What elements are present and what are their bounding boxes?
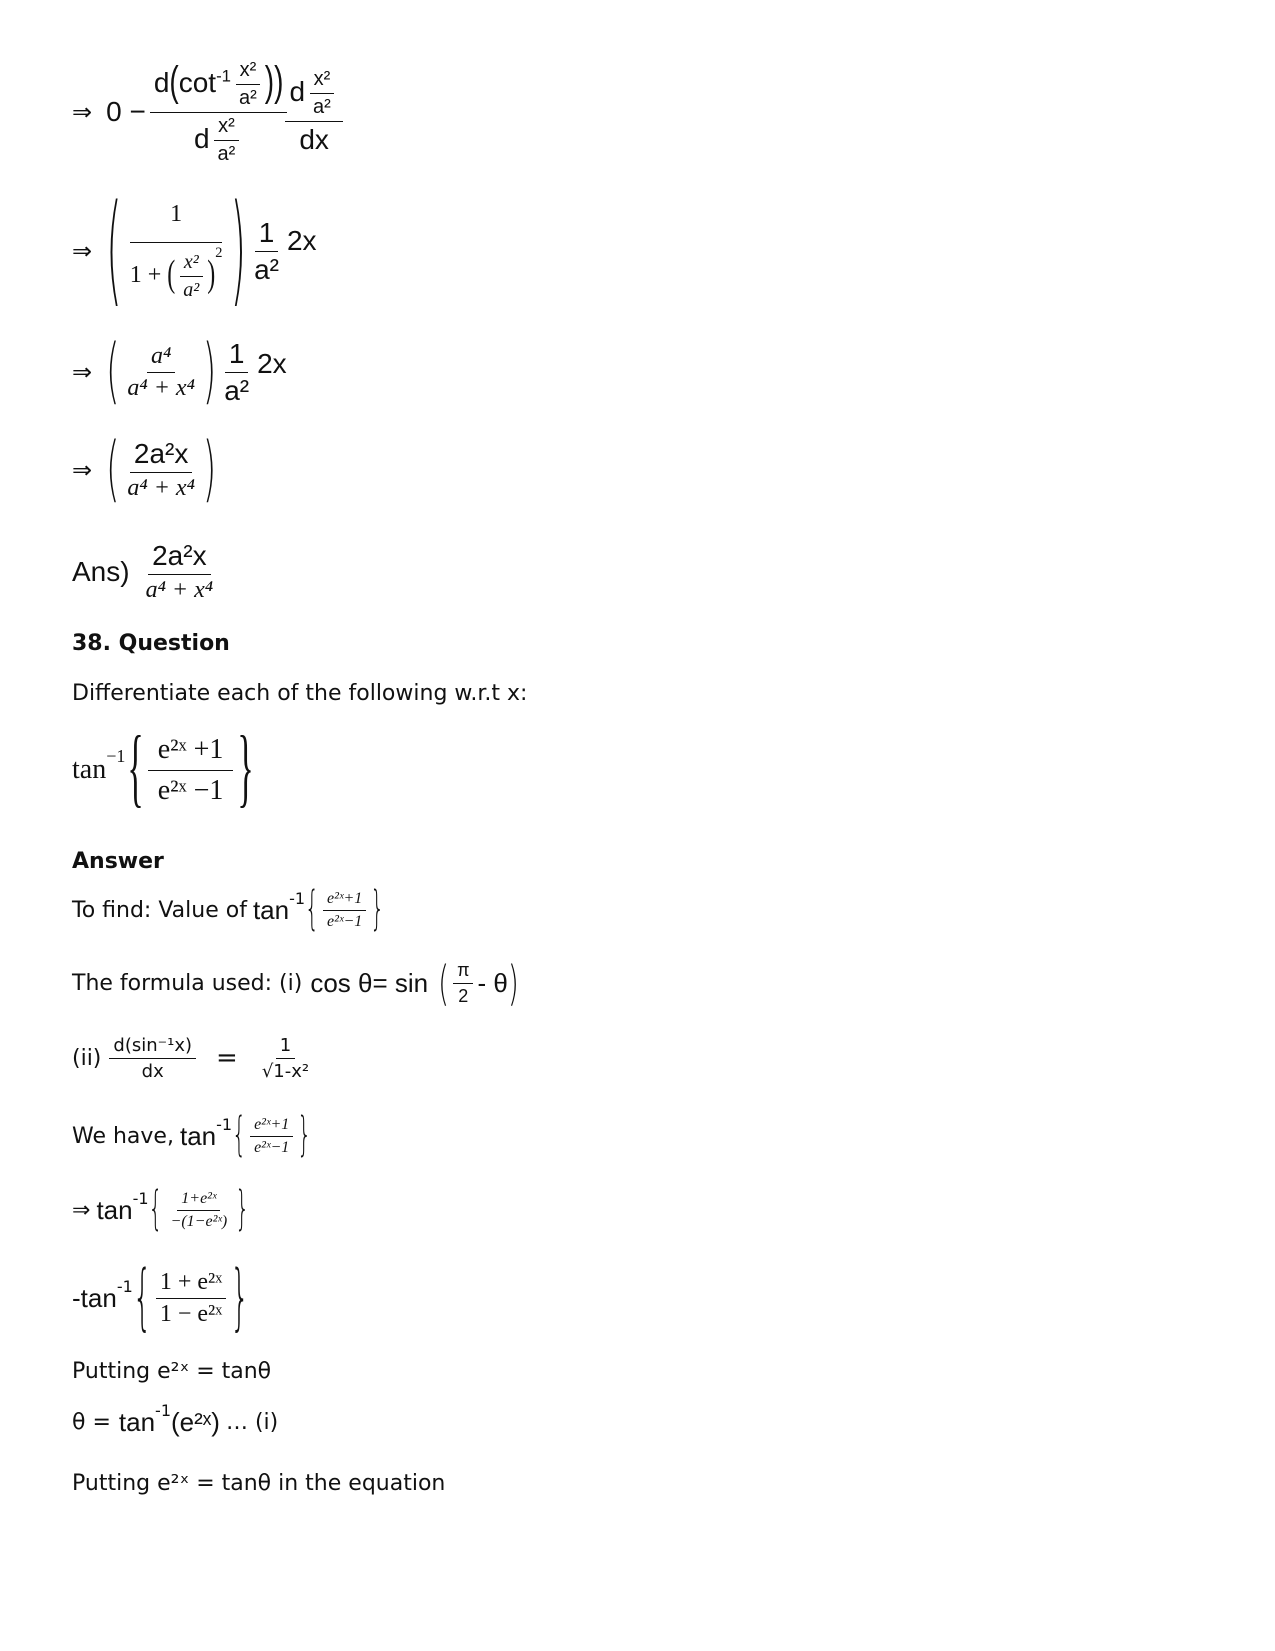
step-2: ⇒ ( 1 1 + ( $\frac{\text{x²}}{\text{a²}}$ )$^2$ ) $\frac{1}{\text{a²}}$ 2x [72,182,317,320]
implies-arrow: ⇒ [72,358,93,386]
implies-arrow: ⇒ [72,98,93,126]
big-fraction: 1 1 + ( $\frac{\text{x²}}{\text{a²}}$ )$^2$ [129,200,223,301]
ans-label: Ans) [72,556,130,587]
derivative-fraction [150,59,288,166]
theta-line: θ = tan $^{-1}$ (e²ˣ) … (i) [72,1400,279,1437]
tail-term: 2x [286,225,317,256]
question-prompt: Differentiate each of the following w.r.t x: [72,680,528,706]
answer-fraction: $\frac{\text{2a²x}}{\text{a⁴ + x⁴}}$ [145,540,214,603]
fraction-numerator: $d(\cot^{-1}$ $\frac{\text{x²}}{\text{a²}}$ )) [150,59,288,113]
formula-line-1: The formula used: (i) cos θ= sin ( $\frac{\pi}{2}$ - θ ) [72,954,519,1012]
answer-heading: Answer [72,848,164,874]
putting-line-2: Putting e²ˣ = tanθ in the equation [72,1470,446,1496]
coefficient: $\frac{1}{\text{a²}}$ [224,337,250,406]
putting-line-1: Putting e²ˣ = tanθ [72,1358,272,1384]
answer-line [72,532,221,612]
tail-term: 2x [257,348,287,379]
implies-arrow: ⇒ [72,237,93,265]
step-1 [72,52,347,172]
step-a-line: ⇒ tan $^{-1}$ { $\frac{\text{1+e²ˣ}}{\text{−(1−e²ˣ)}}$ } [72,1183,250,1237]
step-4: ⇒ ( $\frac{\text{2a²x}}{\text{a⁴ + x⁴}}$ ) [72,428,217,512]
fraction-denominator: d $\frac{\text{x²}}{\text{a²}}$ [190,113,247,166]
lead-term: 0 − [106,96,146,127]
coefficient: $\frac{1}{\text{a²}}$ [254,216,279,285]
fraction: $\frac{\text{2a²x}}{\text{a⁴ + x⁴}}$ [127,438,195,501]
fraction: $\frac{\text{a⁴}}{\text{a⁴ + x⁴}}$ [127,342,195,401]
to-find-line: To find: Value of tan $^{-1}$ { $\frac{\text{e²ˣ+1}}{\text{e²ˣ−1}}$ } [72,883,385,937]
implies-arrow: ⇒ [72,456,93,484]
step-3: ⇒ ( $\frac{\text{a⁴}}{\text{a⁴ + x⁴}}$ ) $\frac{1}{\text{a²}}$ 2x [72,330,287,414]
step-b-line: -tan $^{-1}$ { $\frac{\text{1 + e²ˣ}}{\text{1 − e²ˣ}}$ } [72,1256,250,1340]
inner-derivative: d $\frac{\text{x²}}{\text{a²}}$ dx [285,68,342,156]
question-title: 38. Question [72,630,230,656]
we-have-line: We have, tan $^{-1}$ { $\frac{\text{e²ˣ+1}}{\text{e²ˣ−1}}$ } [72,1109,312,1163]
question-expression: tan $^{-1}$ { $\frac{\text{e²ˣ +1}}{\text{e²ˣ −1}}$ } [72,720,254,817]
formula-line-2: (ii) $\frac{\text{d(sin⁻¹x)}}{dx}$ = $\frac{1}{\text{√1-x²}}$ [72,1034,310,1082]
